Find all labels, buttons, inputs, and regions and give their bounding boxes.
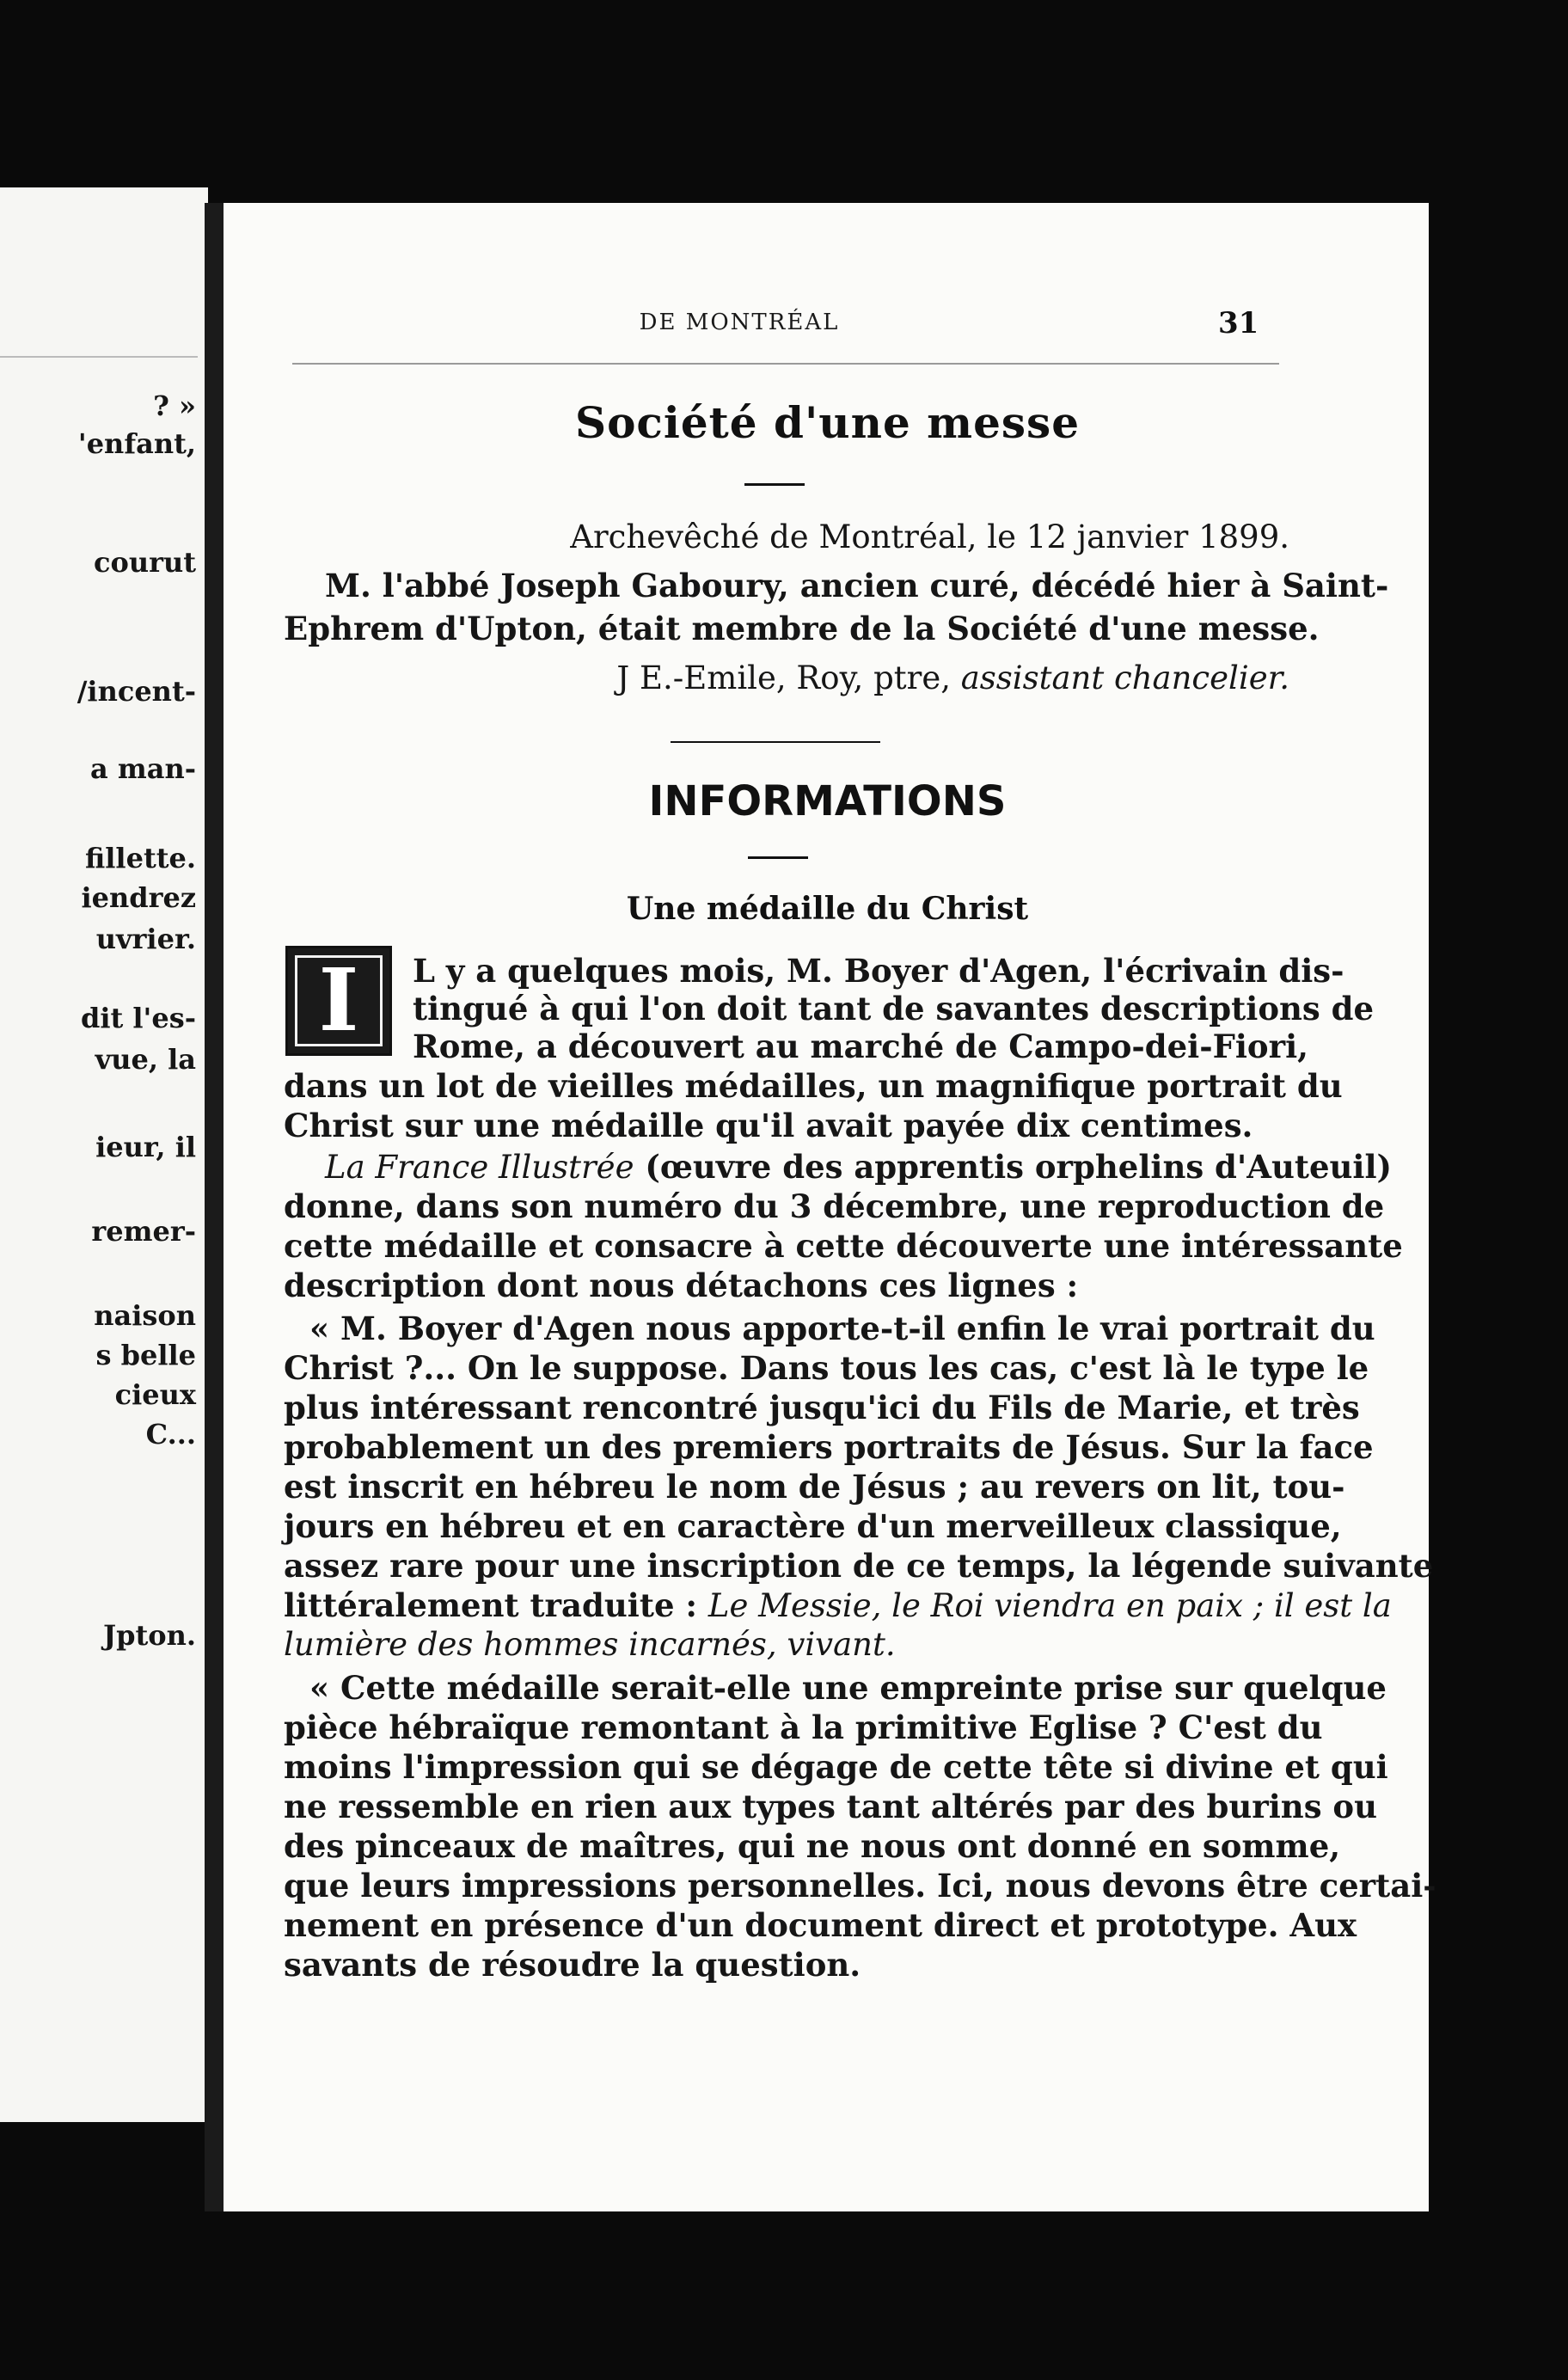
article-line: tingué à qui l'on doit tant de savantes descriptions de bbox=[413, 990, 1375, 1027]
article-line: que leurs impressions personnelles. Ici, nous devons être certai- bbox=[284, 1867, 1436, 1905]
magazine-title: La France Illustrée bbox=[325, 1149, 634, 1186]
article-line bbox=[284, 1586, 1392, 1625]
header-rule bbox=[292, 363, 1279, 365]
book-page bbox=[205, 203, 1436, 2211]
signature-title: assistant chancelier. bbox=[960, 659, 1289, 696]
left-page-fragment bbox=[0, 187, 208, 2122]
drop-cap-letter: I bbox=[318, 949, 359, 1051]
short-rule bbox=[744, 483, 805, 486]
article-title: Une médaille du Christ bbox=[626, 891, 1029, 927]
left-fragment: /incent- bbox=[77, 675, 196, 708]
article-line: moins l'impression qui se dégage de cette tête si divine et qui bbox=[284, 1748, 1388, 1786]
article-line: description dont nous détachons ces lignes : bbox=[284, 1267, 1079, 1304]
section-title: Société d'une messe bbox=[574, 397, 1081, 448]
inscription-text: lumière des hommes incarnés, vivant. bbox=[284, 1626, 896, 1663]
article-line: Christ ?... On le suppose. Dans tous les cas, c'est là le type le bbox=[284, 1349, 1369, 1387]
notice-line: Ephrem d'Upton, était membre de la Société d'une messe. bbox=[284, 610, 1320, 647]
left-fragment: uvrier. bbox=[95, 923, 196, 955]
left-fragment: cieux bbox=[114, 1378, 196, 1411]
drop-cap-ornament bbox=[285, 946, 392, 1056]
left-fragment: naison bbox=[94, 1299, 196, 1332]
left-fragment: Jpton. bbox=[102, 1619, 196, 1652]
running-header bbox=[224, 306, 1431, 347]
article-line: Rome, a découvert au marché de Campo-dei-Fiori, bbox=[413, 1027, 1309, 1065]
dateline: Archevêché de Montréal, le 12 janvier 1899. bbox=[570, 518, 1289, 555]
running-title: DE MONTRÉAL bbox=[639, 310, 840, 335]
article-line: jours en hébreu et en caractère d'un merveilleux classique, bbox=[284, 1507, 1342, 1545]
article-line: donne, dans son numéro du 3 décembre, une reproduction de bbox=[284, 1187, 1385, 1225]
section-divider bbox=[671, 741, 880, 743]
left-fragment: C... bbox=[145, 1418, 196, 1451]
short-rule bbox=[748, 856, 808, 859]
article-line: ne ressemble en rien aux types tant altérés par des burins ou bbox=[284, 1788, 1377, 1825]
left-fragment: s belle bbox=[95, 1339, 196, 1371]
left-page-rule bbox=[0, 356, 198, 358]
left-fragment: remer- bbox=[91, 1215, 196, 1248]
article-line: « Cette médaille serait-elle une empreinte prise sur quelque bbox=[309, 1669, 1387, 1707]
article-line: dans un lot de vieilles médailles, un magnifique portrait du bbox=[284, 1067, 1343, 1105]
article-line: des pinceaux de maîtres, qui ne nous ont donné en somme, bbox=[284, 1827, 1341, 1865]
article-line: assez rare pour une inscription de ce temps, la légende suivante bbox=[284, 1547, 1434, 1585]
article-line: probablement un des premiers portraits de Jésus. Sur la face bbox=[284, 1428, 1374, 1466]
left-fragment: vue, la bbox=[95, 1043, 196, 1076]
signature bbox=[284, 660, 1289, 697]
left-fragment: courut bbox=[94, 546, 196, 579]
article-line: Christ sur une médaille qu'il avait payée dix centimes. bbox=[284, 1107, 1253, 1144]
left-fragment: ? » bbox=[153, 390, 196, 422]
left-fragment: a man- bbox=[89, 752, 196, 785]
left-fragment: iendrez bbox=[81, 881, 196, 914]
inscription-text: Le Messie, le Roi viendra en paix ; il est la bbox=[707, 1587, 1392, 1624]
left-fragment: fillette. bbox=[85, 842, 196, 874]
article-line bbox=[325, 1148, 1393, 1187]
signature-name: J E.-Emile, Roy, ptre, bbox=[616, 659, 951, 696]
article-line: « M. Boyer d'Agen nous apporte-t-il enfin le vrai portrait du bbox=[309, 1310, 1375, 1347]
left-fragment: ieur, il bbox=[95, 1131, 196, 1163]
article-line: pièce hébraïque remontant à la primitive Eglise ? C'est du bbox=[284, 1708, 1323, 1746]
left-fragment: 'enfant, bbox=[77, 427, 196, 460]
article-line-start: littéralement traduite : bbox=[284, 1586, 698, 1624]
article-line-rest: (œuvre des apprentis orphelins d'Auteuil) bbox=[645, 1148, 1393, 1186]
informations-heading: INFORMATIONS bbox=[648, 777, 1007, 825]
left-fragment: dit l'es- bbox=[80, 1002, 196, 1034]
article-line: plus intéressant rencontré jusqu'ici du Fils de Marie, et très bbox=[284, 1389, 1360, 1426]
page-number: 31 bbox=[1218, 306, 1259, 340]
article-line: nement en présence d'un document direct et prototype. Aux bbox=[284, 1906, 1357, 1944]
notice-line: M. l'abbé Joseph Gaboury, ancien curé, décédé hier à Saint- bbox=[325, 567, 1389, 604]
article-line: est inscrit en hébreu le nom de Jésus ; au revers on lit, tou- bbox=[284, 1468, 1345, 1506]
article-line: L y a quelques mois, M. Boyer d'Agen, l'écrivain dis- bbox=[413, 952, 1344, 990]
article-line: savants de résoudre la question. bbox=[284, 1946, 861, 1984]
article-line: cette médaille et consacre à cette découverte une intéressante bbox=[284, 1227, 1403, 1265]
